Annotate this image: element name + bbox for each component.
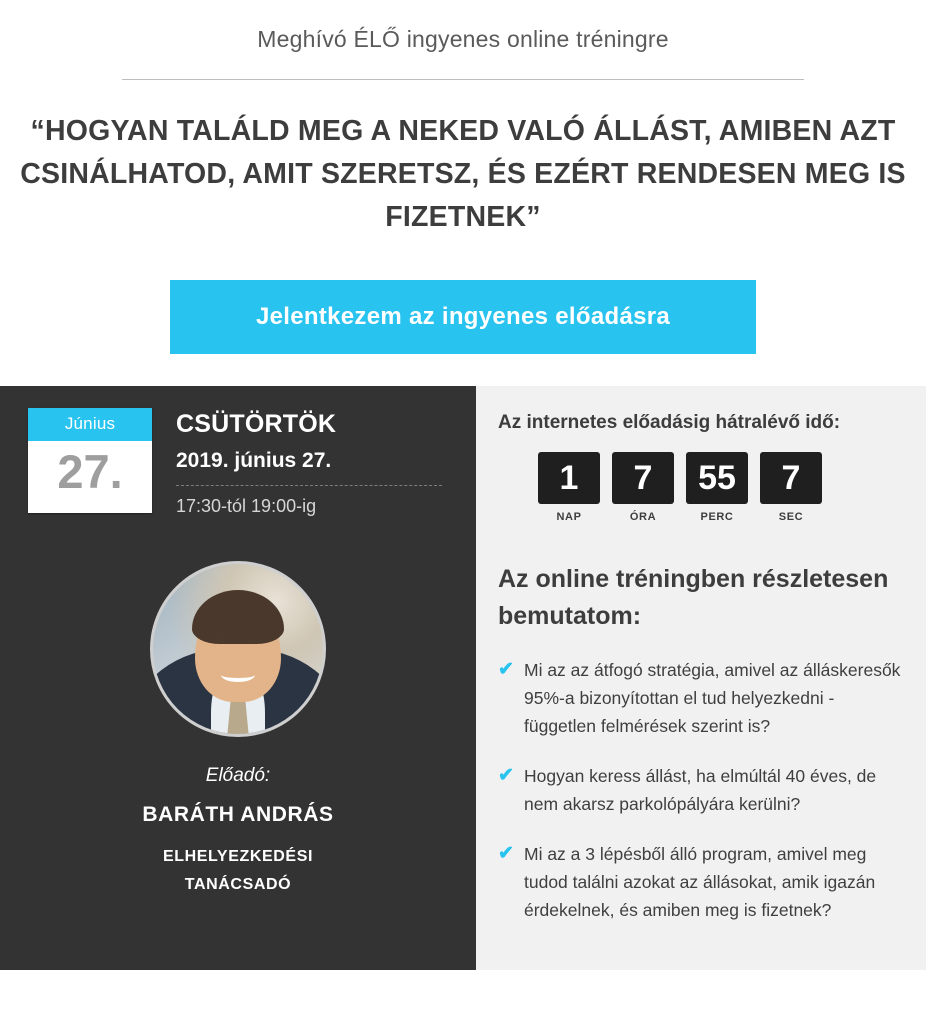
calendar-month: Június — [28, 408, 152, 441]
countdown-unit-hours — [612, 452, 674, 523]
countdown-value-hours: 7 — [612, 452, 674, 504]
signup-button[interactable]: Jelentkezem az ingyenes előadásra — [170, 280, 756, 354]
list-item — [498, 656, 902, 740]
calendar-day: 27. — [57, 445, 123, 499]
cta-container — [0, 280, 926, 354]
countdown-unit-days — [538, 452, 600, 523]
event-weekday: CSÜTÖRTÖK — [176, 410, 337, 439]
event-panel — [0, 386, 476, 970]
speaker-role — [0, 843, 476, 899]
calendar-icon — [28, 408, 152, 513]
speaker-role-line-1: ELHELYEZKEDÉSI — [162, 848, 314, 866]
check-icon: ✔ — [498, 764, 514, 786]
details-title: Az online tréningben részletesen bemutatom: — [498, 565, 889, 630]
list-item — [498, 762, 902, 818]
check-icon: ✔ — [498, 658, 514, 680]
divider — [122, 79, 804, 80]
details-panel — [476, 386, 926, 970]
avatar-container — [0, 561, 476, 737]
photo-smile — [221, 668, 255, 682]
page-kicker: Meghívó ÉLŐ ingyenes online tréningre — [257, 26, 669, 52]
page-title: “HOGYAN TALÁLD MEG A NEKED VALÓ ÁLLÁST, AMIBEN AZT CSINÁLHATOD, AMIT SZERETSZ, ÉS EZÉRT RENDESEN MEG IS FIZETNEK” — [20, 115, 906, 233]
countdown-label-seconds: SEC — [778, 511, 804, 524]
speaker-name: BARÁTH ANDRÁS — [142, 803, 334, 827]
countdown-title: Az internetes előadásig hátralévő idő: — [498, 412, 841, 434]
avatar — [150, 561, 326, 737]
list-item-text: Mi az a 3 lépésből álló program, amivel meg tudod találni azokat az állásokat, amik igazán érdekelnek, és amiben meg is fizetnek? — [524, 843, 876, 920]
list-item-text: Mi az az átfogó stratégia, amivel az álláskeresők 95%-a bizonyítottan el tud helyezkedni - független felmérések szerint is? — [524, 659, 901, 736]
countdown-label-days: NAP — [556, 511, 582, 524]
countdown-unit-seconds — [760, 452, 822, 523]
countdown-value-days: 1 — [538, 452, 600, 504]
event-date-info — [152, 408, 476, 517]
list-item-text: Hogyan keress állást, ha elmúltál 40 éves, de nem akarsz parkolópályára kerülni? — [524, 765, 877, 814]
countdown-label-minutes: PERC — [700, 511, 734, 524]
event-date: 2019. június 27. — [176, 449, 332, 473]
countdown-unit-minutes — [686, 452, 748, 523]
list-item — [498, 840, 902, 924]
details-bullet-list — [476, 634, 926, 924]
countdown-timer — [476, 434, 926, 523]
countdown-value-minutes: 55 — [686, 452, 748, 504]
check-icon: ✔ — [498, 842, 514, 864]
countdown-label-hours: ÓRA — [629, 511, 657, 524]
dashed-divider — [176, 485, 442, 486]
countdown-value-seconds: 7 — [760, 452, 822, 504]
content-columns — [0, 386, 926, 970]
event-time: 17:30-tól 19:00-ig — [176, 496, 317, 517]
event-date-row — [0, 386, 476, 517]
speaker-role-line-2: TANÁCSADÓ — [184, 876, 292, 894]
speaker-label: Előadó: — [205, 765, 271, 787]
